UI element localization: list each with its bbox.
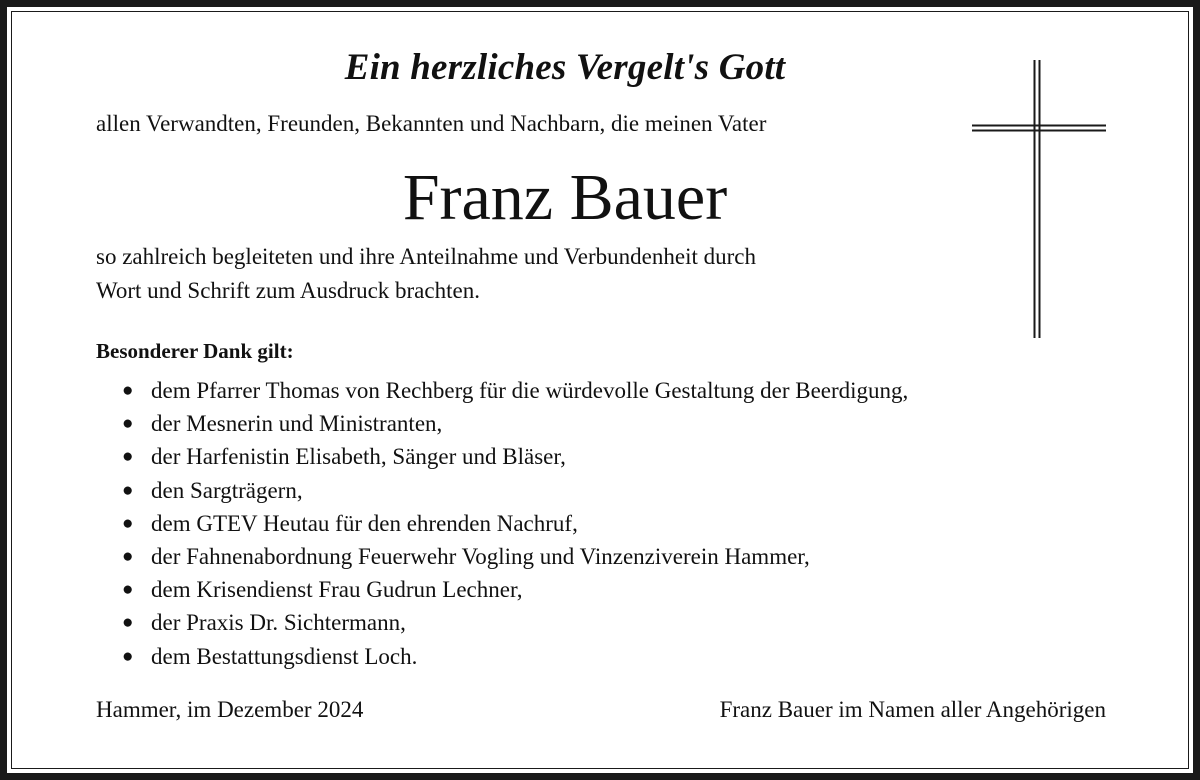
bullet-icon: ●	[122, 546, 134, 568]
deceased-name: Franz Bauer	[402, 161, 728, 234]
bullet-icon: ●	[122, 612, 134, 634]
cross-icon	[972, 60, 1106, 338]
list-item	[122, 474, 908, 507]
list-item-text: der Harfenistin Elisabeth, Sänger und Bläser,	[151, 444, 566, 470]
notice-intro: allen Verwandten, Freunden, Bekannten und Nachbarn, die meinen Vater	[96, 111, 767, 136]
list-item-text: dem GTEV Heutau für den ehrenden Nachruf,	[151, 510, 578, 536]
list-item-text: dem Bestattungsdienst Loch.	[151, 643, 418, 669]
list-item-text: der Mesnerin und Ministranten,	[151, 411, 443, 437]
thanks-heading: Besonderer Dank gilt:	[96, 339, 294, 363]
bullet-icon: ●	[122, 380, 134, 401]
notice-paragraph	[96, 240, 756, 308]
list-item	[122, 440, 908, 473]
list-item	[122, 540, 908, 573]
list-item-text: den Sargträgern,	[151, 477, 303, 503]
list-item-text: dem Pfarrer Thomas von Rechberg für die würdevolle Gestaltung der Beerdigung,	[151, 378, 909, 403]
signature: Franz Bauer im Namen aller Angehörigen	[719, 697, 1106, 722]
bullet-icon: ●	[122, 645, 134, 667]
paragraph-line: Wort und Schrift zum Ausdruck brachten.	[96, 278, 480, 303]
list-item	[122, 407, 908, 440]
bullet-icon: ●	[122, 512, 134, 534]
list-item	[122, 374, 908, 407]
thanks-list	[122, 374, 908, 673]
bullet-icon: ●	[122, 479, 134, 501]
list-item	[122, 573, 908, 606]
list-item	[122, 507, 908, 540]
bullet-icon: ●	[122, 446, 134, 468]
list-item	[122, 606, 908, 639]
place-date: Hammer, im Dezember 2024	[96, 697, 364, 722]
paragraph-line: so zahlreich begleiteten und ihre Anteilnahme und Verbundenheit durch	[96, 244, 756, 269]
list-item-text: der Fahnenabordnung Feuerwehr Vogling und Vinzenziverein Hammer,	[151, 544, 810, 570]
list-item-text: dem Krisendienst Frau Gudrun Lechner,	[151, 577, 523, 603]
notice-headline: Ein herzliches Vergelt's Gott	[344, 47, 786, 88]
bullet-icon: ●	[122, 413, 134, 435]
list-item-text: der Praxis Dr. Sichtermann,	[151, 610, 406, 636]
list-item	[122, 640, 908, 673]
bullet-icon: ●	[122, 579, 134, 601]
